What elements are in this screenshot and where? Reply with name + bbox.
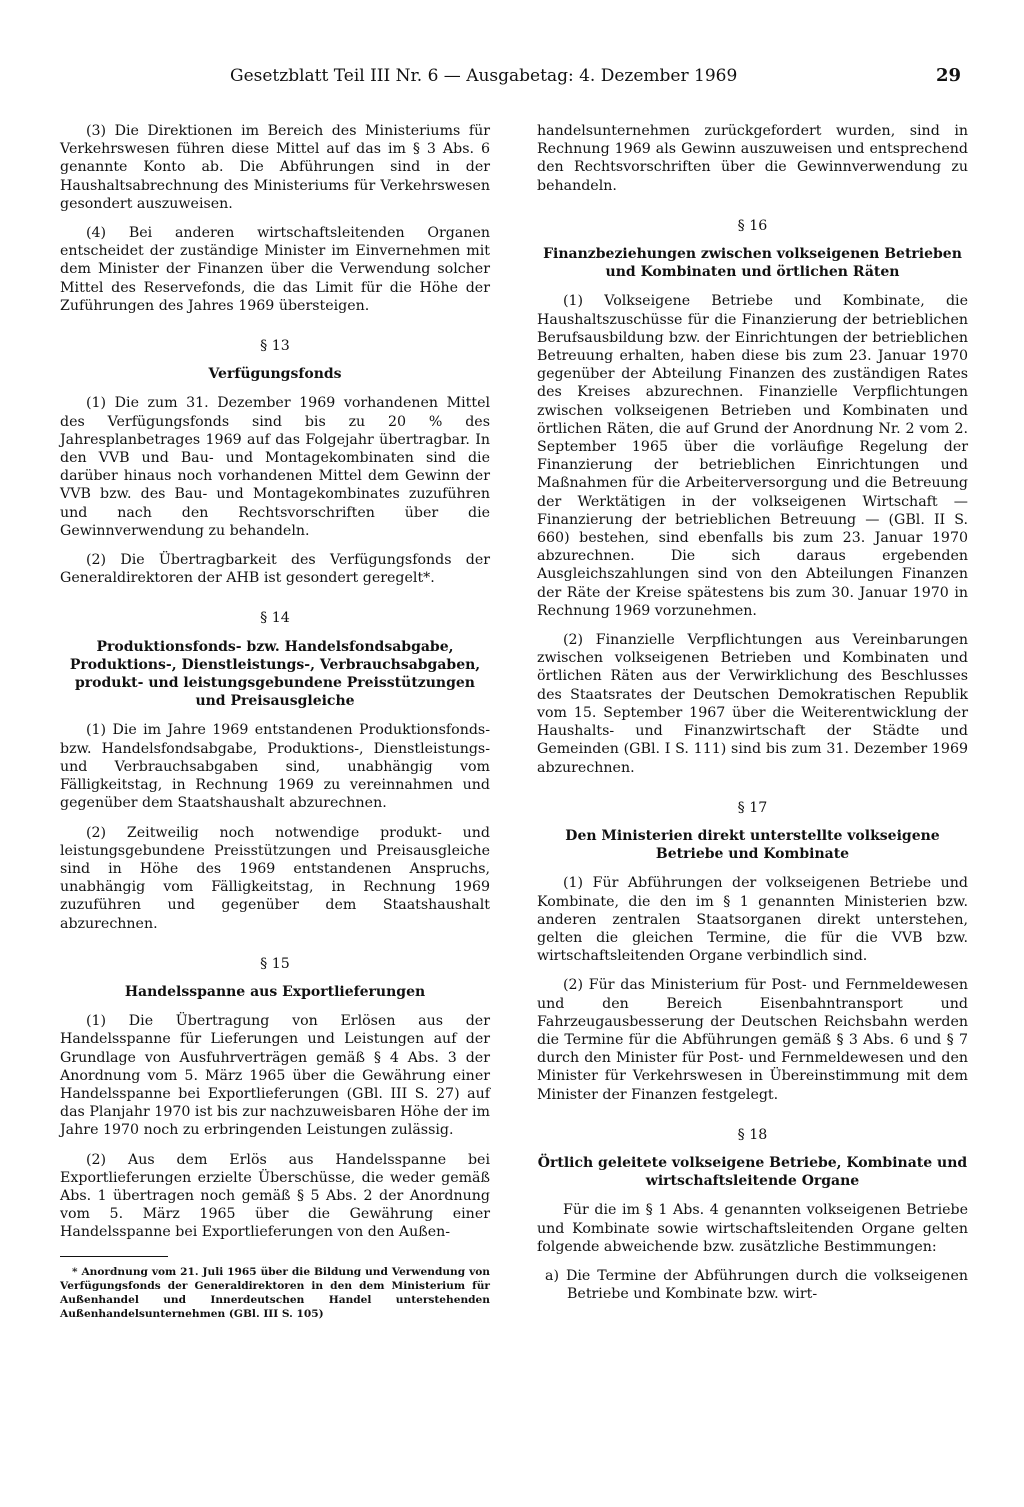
section-title-14: Produktionsfonds- bzw. Handelsfondsabgabe, Produktions-, Dienstleistungs-, Verbrauchsabgaben, produkt- und leistungsgebundene Preisstützungen und Preisausgleiche — [69, 638, 481, 710]
section-title-18: Örtlich geleitete volkseigene Betriebe, Kombinate und wirtschaftsleitende Organe — [537, 1154, 968, 1190]
header-title: Gesetzblatt Teil III Nr. 6 — Ausgabetag: 4. Dezember 1969 — [230, 66, 738, 86]
section-13-paragraph-2: (2) Die Übertragbarkeit des Verfügungsfonds der Generaldirektoren der AHB ist gesondert geregelt*. — [60, 552, 490, 587]
page-number: 29 — [936, 65, 962, 86]
section-number-14: § 14 — [260, 610, 290, 627]
right-column — [537, 122, 968, 1303]
section-title-13: Verfügungsfonds — [208, 366, 342, 383]
section-14-paragraph-2: (2) Zeitweilig noch notwendige produkt- und leistungsgebundene Preisstützungen und Preisausgleiche sind in Höhe des 1969 entstandenen Anspruchs, unabhängig vom Fälligkeitstag, in Rechnung 1969 zuzuführen und gegenüber dem Staatshaushalt abzurechnen. — [60, 824, 490, 932]
section-number-17: § 17 — [737, 799, 768, 816]
paragraph-3: (3) Die Direktionen im Bereich des Ministeriums für Verkehrswesen führen diese Mittel auf das im § 3 Abs. 6 genannte Konto ab. Die Abführungen sind in der Haushaltsabrechnung des Ministeriums für Verkehrswesen gesondert auszuweisen. — [60, 123, 490, 212]
section-15-paragraph-1: (1) Die Übertragung von Erlösen aus der Handelsspanne für Lieferungen und Leistungen auf der Grundlage von Ausfuhrverträgen gemäß § 4 Abs. 3 der Anordnung vom 5. März 1965 über die Gewährung einer Handelsspanne bei Exportlieferungen (GBl. III S. 27) auf das Planjahr 1970 ist bis zur nachzuweisbaren Höhe der im Jahre 1970 noch zu erbringenden Leistungen zulässig. — [60, 1013, 490, 1139]
section-18-paragraph-1: Für die im § 1 Abs. 4 genannten volkseigenen Betriebe und Kombinate sowie wirtschaftsleitenden Organe gelten folgende abweichende bzw. zusätzliche Bestimmungen: — [537, 1202, 968, 1255]
continued-paragraph: handelsunternehmen zurückgefordert wurden, sind in Rechnung 1969 als Gewinn auszuweisen und entsprechend den Rechtsvorschriften über die Gewinnverwendung zu behandeln. — [537, 123, 968, 194]
section-16-paragraph-2: (2) Finanzielle Verpflichtungen aus Vereinbarungen zwischen volkseigenen Betrieben und Kombinaten und örtlichen Räten aus der Verwirklichung des Beschlusses des Staatsrates der Deutschen Demokratischen Republik vom 15. September 1967 über die Weiterentwicklung der Haushalts- und Finanzwirtschaft der Städte und Gemeinden (GBl. I S. 111) sind bis zum 31. Dezember 1969 abzurechnen. — [537, 632, 968, 776]
section-title-17: Den Ministerien direkt unterstellte volkseigene Betriebe und Kombinate — [565, 827, 940, 863]
section-title-16: Finanzbeziehungen zwischen volkseigenen Betrieben und Kombinaten und örtlichen Räten — [543, 246, 962, 281]
footnote-rule — [60, 1256, 168, 1257]
section-title-15: Handelsspanne aus Exportlieferungen — [124, 983, 426, 1000]
section-number-15: § 15 — [260, 955, 290, 972]
section-17-paragraph-2: (2) Für das Ministerium für Post- und Fernmeldewesen und den Bereich Eisenbahntransport und Fahrzeugausbesserung der Deutschen Reichsbahn werden die Termine für die Abführungen gemäß § 3 Abs. 6 und § 7 durch den Minister für Post- und Fernmeldewesen und den Minister für Verkehrswesen in Übereinstimmung mit dem Minister der Finanzen festgelegt. — [537, 977, 968, 1103]
paragraph-4: (4) Bei anderen wirtschaftsleitenden Organen entscheidet der zuständige Minister im Einvernehmen mit dem Minister der Finanzen über die Verwendung solcher Mittel des Reservefonds, die das Limit für die Höhe der Zuführungen des Jahres 1969 übersteigen. — [60, 225, 490, 314]
section-16-paragraph-1: (1) Volkseigene Betriebe und Kombinate, die Haushaltszuschüsse für die Finanzierung der betrieblichen Berufsausbildung bzw. der Einrichtungen der betrieblichen Betreuung erhalten, haben diese bis zum 23. Januar 1970 gegenüber der Abteilung Finanzen des zuständigen Rates des Kreises abzurechnen. Finanzielle Verpflichtungen zwischen volkseigenen Betrieben und Kombinaten und örtlichen Räten, die auf Grund der Anordnung Nr. 2 vom 2. September 1965 über die vorläufige Regelung der Finanzierung der betrieblichen Einrichtungen und Maßnahmen für die Arbeiterversorgung und die Betreuung der Werktätigen in der volkseigenen Wirtschaft — Finanzierung der betrieblichen Betreuung — (GBl. II S. 660) bestehen, sind ebenfalls bis zum 23. Januar 1970 abzurechnen. Die sich daraus ergebenden Ausgleichszahlungen sind von den Abteilungen Finanzen der Räte der Kreise spätestens bis zum 30. Januar 1970 in Rechnung 1969 vorzunehmen. — [537, 293, 968, 619]
section-number-18: § 18 — [737, 1126, 768, 1143]
section-number-16: § 16 — [737, 217, 768, 234]
list-item-a: a) Die Termine der Abführungen durch die volkseigenen Betriebe und Kombinate bzw. wirt- — [545, 1267, 968, 1303]
section-13-paragraph-1: (1) Die zum 31. Dezember 1969 vorhandenen Mittel des Verfügungsfonds sind bis zu 20 % des Jahresplanbetrages 1969 auf das Folgejahr übertragbar. In den VVB und Bau- und Montagekombinaten sind die darüber hinaus noch vorhandenen Mittel dem Gewinn der VVB bzw. des Bau- und Montagekombinates zuzuführen und nach den Rechtsvorschriften über die Gewinnverwendung zu behandeln. — [60, 395, 490, 539]
footnote: * Anordnung vom 21. Juli 1965 über die Bildung und Verwendung von Verfügungsfonds der Generaldirektoren in den dem Ministerium für Außenhandel und Innerdeutschen Handel unterstehenden Außenhandelsunternehmen (GBl. III S. 105) — [60, 1265, 490, 1321]
section-17-paragraph-1: (1) Für Abführungen der volkseigenen Betriebe und Kombinate, die den im § 1 genannten Ministerien bzw. anderen zentralen Staatsorganen direkt unterstehen, gelten die gleichen Termine, die für die VVB bzw. wirtschaftsleitenden Organe verbindlich sind. — [537, 875, 968, 965]
section-14-paragraph-1: (1) Die im Jahre 1969 entstandenen Produktionsfonds- bzw. Handelsfondsabgabe, Produktions-, Dienstleistungs- und Verbrauchsabgaben sind, unabhängig vom Fälligkeitstag, in Rechnung 1969 zu vereinnahmen und gegenüber dem Staatshaushalt abzurechnen. — [60, 722, 490, 812]
section-number-13: § 13 — [260, 338, 290, 355]
left-column — [60, 122, 490, 1322]
section-15-paragraph-2: (2) Aus dem Erlös aus Handelsspanne bei Exportlieferungen erzielte Überschüsse, die weder gemäß Abs. 1 übertragen noch gemäß § 5 Abs. 2 der Anordnung vom 5. März 1965 über die Gewährung einer Handelsspanne bei Exportlieferungen von den Außen- — [60, 1151, 490, 1241]
page-header — [0, 64, 1024, 88]
